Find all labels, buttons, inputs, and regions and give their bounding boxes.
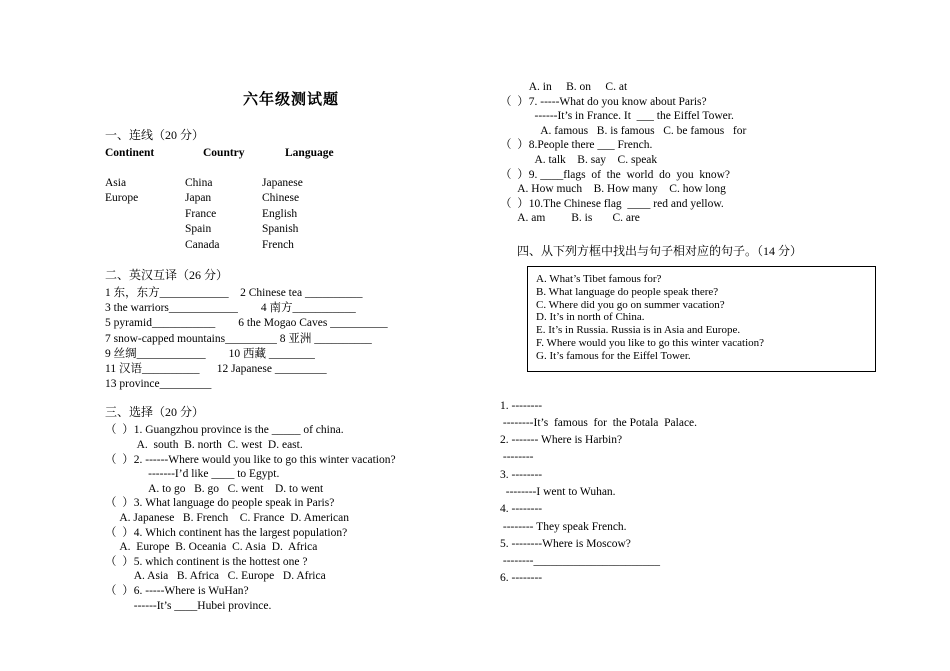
page-title: 六年级测试题 xyxy=(242,92,339,108)
matching-table xyxy=(105,146,477,253)
choice-line: （ ）4. Which continent has the largest population? xyxy=(105,526,348,539)
translation-line: 11 汉语__________ 12 Japanese _________ xyxy=(105,363,327,376)
choice-line: A. south B. north C. west D. east. xyxy=(105,439,303,452)
choice-line: A. How much B. How many C. how long xyxy=(500,183,726,196)
column-header-language: Language xyxy=(285,147,334,159)
matching-row xyxy=(105,176,477,192)
matching-row xyxy=(105,191,477,207)
choice-line: A. in B. on C. at xyxy=(500,81,628,93)
column-header-continent: Continent xyxy=(105,147,155,159)
matching-row xyxy=(105,238,477,254)
section-choice xyxy=(105,404,477,613)
exercise-line: -------- xyxy=(500,451,534,464)
box-line: D. It’s in north of China. xyxy=(536,311,645,324)
exercise-line: 5. --------Where is Moscow? xyxy=(500,537,631,550)
exercise-line: --------______________________ xyxy=(500,555,661,568)
match-cell: Japan xyxy=(185,192,212,204)
choice-line: （ ）1. Guangzhou province is the _____ of china. xyxy=(105,424,344,437)
match-cell: Asia xyxy=(105,176,127,189)
translation-line: 5 pyramid___________ 6 the Mogao Caves __________ xyxy=(105,317,388,330)
column-header-country: Country xyxy=(203,147,245,159)
choice-line: ------It’s in France. It ___ the Eiffel Tower. xyxy=(500,110,734,123)
choice-line: （ ）7. -----What do you know about Paris? xyxy=(500,95,707,108)
matching-row xyxy=(105,207,477,223)
match-cell xyxy=(105,222,185,238)
section-translation xyxy=(105,267,477,392)
box-line: F. Where would you like to go this winter vacation? xyxy=(536,336,765,349)
box-exercise xyxy=(500,398,890,588)
box-line: E. It’s in Russia. Russia is in Asia and Europe. xyxy=(536,324,741,337)
right-column xyxy=(500,80,890,588)
translation-line: 3 the warriors____________ 4 南方___________ xyxy=(105,302,356,315)
exercise-line: 2. ------- Where is Harbin? xyxy=(500,434,623,447)
answer-box xyxy=(527,266,876,372)
choice-line: ------It’s ____Hubei province. xyxy=(105,599,272,612)
translation-line: 1 东，东方____________ 2 Chinese tea __________ xyxy=(105,287,363,299)
matching-header-row xyxy=(105,146,477,162)
choice-line: A. am B. is C. are xyxy=(500,212,640,225)
box-line: A. What’s Tibet famous for? xyxy=(536,272,662,285)
choice-line: （ ）9. ____flags of the world do you know? xyxy=(500,168,730,181)
match-cell: China xyxy=(185,176,213,189)
choice-line: （ ）10.The Chinese flag ____ red and yellow. xyxy=(500,197,724,210)
exercise-line: --------I went to Wuhan. xyxy=(500,486,616,498)
match-cell xyxy=(105,207,185,223)
choice-line: （ ）8.People there ___ French. xyxy=(500,139,653,152)
match-cell xyxy=(105,238,185,254)
choice-line: A. famous B. is famous C. be famous for xyxy=(500,124,747,137)
translation-line: 7 snow-capped mountains_________ 8 亚洲 __________ xyxy=(105,332,372,345)
match-cell: Canada xyxy=(185,238,220,251)
choice-line: A. to go B. go C. went D. to went xyxy=(105,482,324,495)
match-cell: Europe xyxy=(105,192,139,204)
choice-line: （ ）5. which continent is the hottest one ? xyxy=(105,555,308,568)
choice-line: （ ）6. -----Where is WuHan? xyxy=(105,584,249,597)
exercise-line: -------- They speak French. xyxy=(500,520,627,533)
choice-line: A. Japanese B. French C. France D. American xyxy=(105,511,349,524)
section-matching-heading: 一、连线（20 分） xyxy=(105,128,205,142)
section-box-matching xyxy=(500,242,890,588)
section-choice-continued xyxy=(500,80,890,226)
choice-line: A. Asia B. Africa C. Europe D. Africa xyxy=(105,570,326,583)
left-column xyxy=(105,88,477,613)
exercise-line: 6. -------- xyxy=(500,572,543,585)
choice-line: （ ）2. ------Where would you like to go this winter vacation? xyxy=(105,453,396,466)
box-line: B. What language do people speak there? xyxy=(536,285,719,298)
box-line: G. It’s famous for the Eiffel Tower. xyxy=(536,349,691,362)
match-cell: French xyxy=(262,238,294,251)
section-box-heading: 四、从下列方框中找出与句子相对应的句子。（14 分） xyxy=(517,243,803,258)
match-cell: Spain xyxy=(185,223,212,235)
exercise-line: 1. -------- xyxy=(500,399,543,412)
match-cell: Spanish xyxy=(262,223,299,235)
exercise-line: 3. -------- xyxy=(500,468,543,481)
section-choice-heading: 三、选择（20 分） xyxy=(105,405,205,420)
section-matching xyxy=(105,127,477,253)
choice-line: A. Europe B. Oceania C. Asia D. Africa xyxy=(105,541,318,554)
exercise-line: --------It’s famous for the Potala Palace. xyxy=(500,416,698,429)
translation-line: 9 丝绸____________ 10 西藏 ________ xyxy=(105,347,315,360)
match-cell: Chinese xyxy=(262,192,300,204)
choice-line: A. talk B. say C. speak xyxy=(500,153,658,166)
match-cell: English xyxy=(262,207,298,220)
section-translation-heading: 二、英汉互译（26 分） xyxy=(105,268,229,282)
match-cell: France xyxy=(185,207,217,220)
exercise-line: 4. -------- xyxy=(500,503,543,516)
choice-line: -------I’d like ____ to Egypt. xyxy=(105,468,280,481)
translation-line: 13 province_________ xyxy=(105,378,212,391)
matching-row xyxy=(105,222,477,238)
choice-line: （ ）3. What language do people speak in Paris? xyxy=(105,497,335,510)
box-line: C. Where did you go on summer vacation? xyxy=(536,298,725,311)
match-cell: Japanese xyxy=(262,176,303,189)
